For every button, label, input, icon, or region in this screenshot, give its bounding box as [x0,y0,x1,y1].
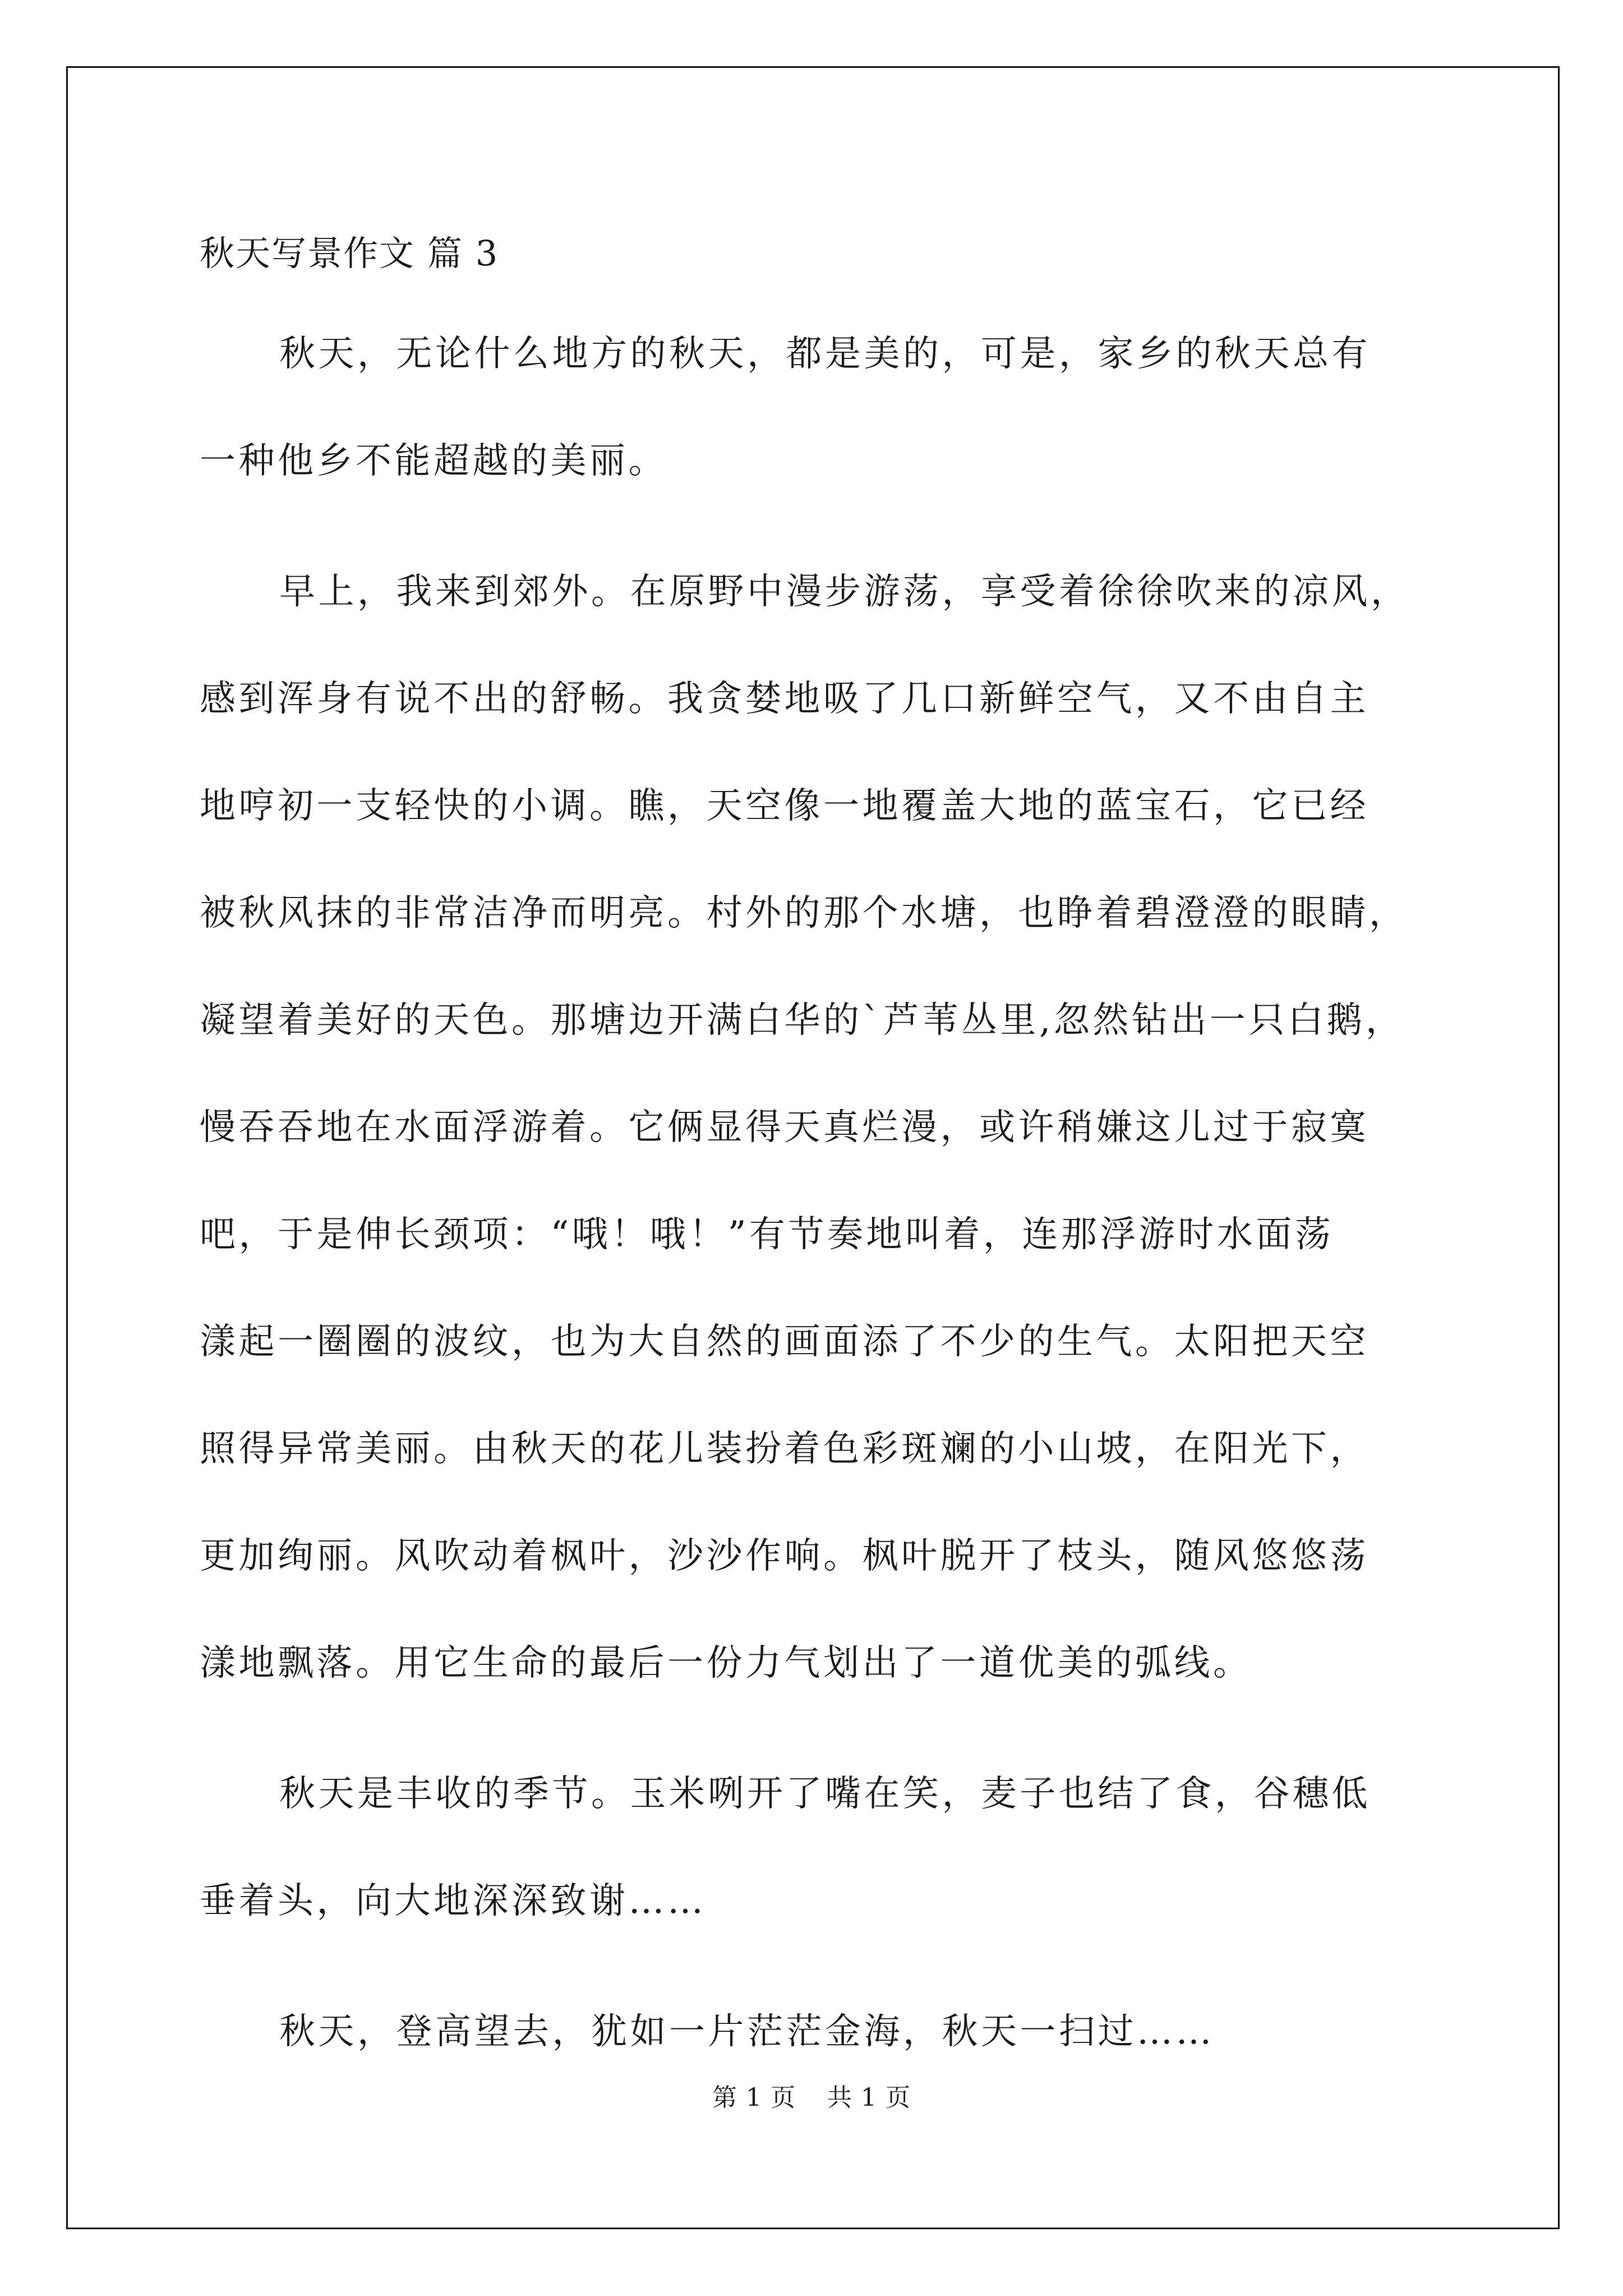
page-number: 第 1 页 [712,2083,796,2112]
paragraph-line: 一种他乡不能超越的美丽。 [200,440,667,482]
paragraph-3 [200,1741,1433,1955]
paragraph-line: 被秋风抹的非常洁净而明亮。村外的那个水塘，也睁着碧澄澄的眼睛， [200,892,1408,934]
paragraph-line: 地哼初一支轻快的小调。瞧，天空像一地覆盖大地的蓝宝石，它已经 [200,785,1369,827]
paragraph-line: 漾起一圈圈的波纹，也为大自然的画面添了不少的生气。太阳把天空 [200,1321,1369,1363]
paragraph-line: 秋天，登高望去，犹如一片茫茫金海，秋天一扫过…… [279,2011,1215,2053]
paragraph-line: 慢吞吞地在水面浮游着。它俩显得天真烂漫，或许稍嫌这儿过于寂寞 [200,1107,1369,1148]
paragraph-line: 秋天是丰收的季节。玉米咧开了嘴在笑，麦子也结了食，谷穗低 [279,1773,1371,1815]
paragraph-line: 漾地飘落。用它生命的最后一份力气划出了一道优美的弧线。 [200,1642,1252,1684]
paragraph-line: 垂着头，向大地深深致谢…… [200,1880,707,1922]
paragraph-line: 凝望着美好的天色。那塘边开满白华的`芦苇丛里,忽然钻出一只白鹅， [200,1000,1405,1041]
paragraph-line: 照得异常美丽。由秋天的花儿装扮着色彩斑斓的小山坡，在阳光下， [200,1428,1369,1470]
paragraph-line: 更加绚丽。风吹动着枫叶，沙沙作响。枫叶脱开了枝头，随风悠悠荡 [200,1535,1369,1577]
paragraph-line: 秋天，无论什么地方的秋天，都是美的，可是，家乡的秋天总有 [279,333,1371,375]
title-text: 秋天写景作文 [200,233,416,274]
title-suffix: 篇 3 [427,233,499,274]
paragraph-line: 吧，于是伸长颈项：“哦！哦！”有节奏地叫着，连那浮游时水面荡 [200,1214,1334,1255]
paragraph-1 [200,301,1433,515]
document-title [200,229,1433,278]
page-footer [0,2082,1623,2114]
paragraph-line: 感到浑身有说不出的舒畅。我贪婪地吸了几口新鲜空气，又不由自主 [200,678,1369,720]
document-body [200,229,1433,2109]
paragraph-4 [200,1978,1433,2086]
page-total: 共 1 页 [827,2083,911,2112]
paragraph-2 [200,539,1433,1717]
paragraph-line: 早上，我来到郊外。在原野中漫步游荡，享受着徐徐吹来的凉风， [279,571,1410,613]
